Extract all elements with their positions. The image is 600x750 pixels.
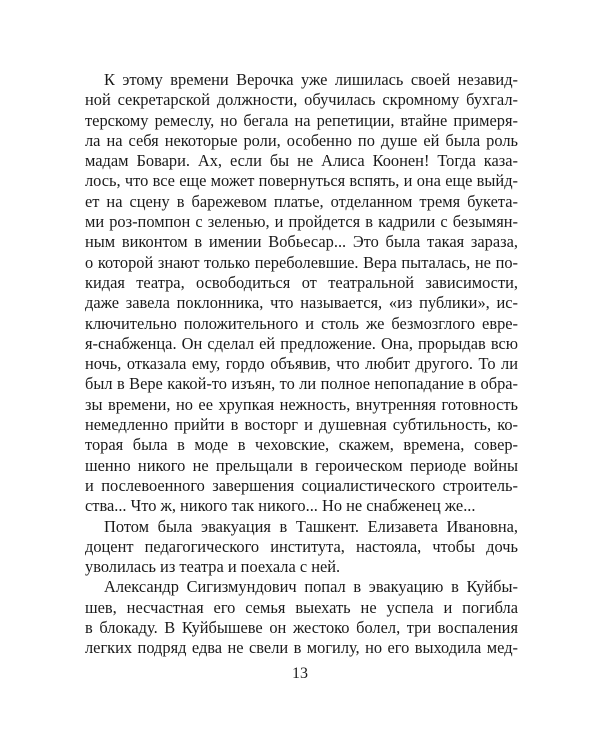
text-line: в блокаду. В Куйбышеве он жестоко болел, три воспаления [85, 618, 518, 638]
paragraph-1 [85, 70, 518, 517]
text-line: ным виконтом в имении Вобьесар... Это была такая зараза, [85, 232, 518, 252]
text-line: о которой знают только переболевшие. Вера пыталась, не по- [85, 252, 518, 272]
text-line: даже завела поклонника, что называется, «из публики», ис- [85, 293, 518, 313]
text-line: ла на себя некоторые роли, особенно по душе ей была роль [85, 130, 518, 150]
text-line: зы времени, но ее хрупкая нежность, внутренняя готовность [85, 394, 518, 414]
text-line: К этому времени Верочка уже лишилась своей незавид- [104, 70, 518, 89]
text-line: ключительно положительного и столь же безмозглого евре- [85, 313, 518, 333]
text-line: Александр Сигизмундович попал в эвакуацию в Куйбы- [104, 577, 518, 597]
text-line: ной секретарской должности, обучилась скромному бухгал- [85, 90, 518, 110]
text-line: был в Вере какой-то изъян, то ли полное непопадание в обра- [85, 374, 518, 394]
paragraph-2 [85, 517, 518, 578]
text-line: ет на сцену в барежевом платье, отделанном тремя букета- [85, 191, 518, 211]
page-body [85, 70, 518, 659]
page-number: 13 [292, 665, 308, 682]
text-line: мадам Бовари. Ах, если бы не Алиса Коонен! Тогда каза- [85, 151, 518, 171]
paragraph-3 [85, 577, 518, 658]
text-line: терскому ремеслу, но бегала на репетиции, втайне примеря- [85, 110, 518, 130]
text-line: я-снабженца. Он сделал ей предложение. Она, прорыдав всю [85, 333, 518, 353]
text-line: легких подряд едва не свели в могилу, но его выходила мед- [85, 638, 518, 658]
text-line: шенно никого не прельщали в героическом периоде войны [85, 455, 518, 475]
text-line: доцент педагогического института, настояла, чтобы дочь [85, 536, 518, 556]
text-line: кидая театра, освободиться от театральной зависимости, [85, 272, 518, 292]
text-line: шев, несчастная его семья выехать не успела и погибла [85, 597, 518, 617]
text-line: немедленно прийти в восторг и душевная субтильность, ко- [85, 415, 518, 435]
text-line: и послевоенного завершения социалистического строитель- [85, 475, 518, 495]
text-line: ми роз-помпон с зеленью, и пройдется в кадрили с безымян- [85, 212, 518, 232]
text-line: ночь, отказала ему, гордо объявив, что любит другого. То ли [85, 354, 518, 374]
text-line: торая была в моде в чеховские, скажем, времена, совер- [85, 435, 518, 455]
text-line: уволилась из театра и поехала с ней. [85, 557, 341, 577]
text-line: Потом была эвакуация в Ташкент. Елизавета Ивановна, [104, 516, 518, 536]
text-line: лось, что все еще может повернуться вспять, и она еще выйд- [85, 171, 518, 191]
text-line: ства... Что ж, никого так никого... Но не снабженец же... [85, 496, 476, 516]
